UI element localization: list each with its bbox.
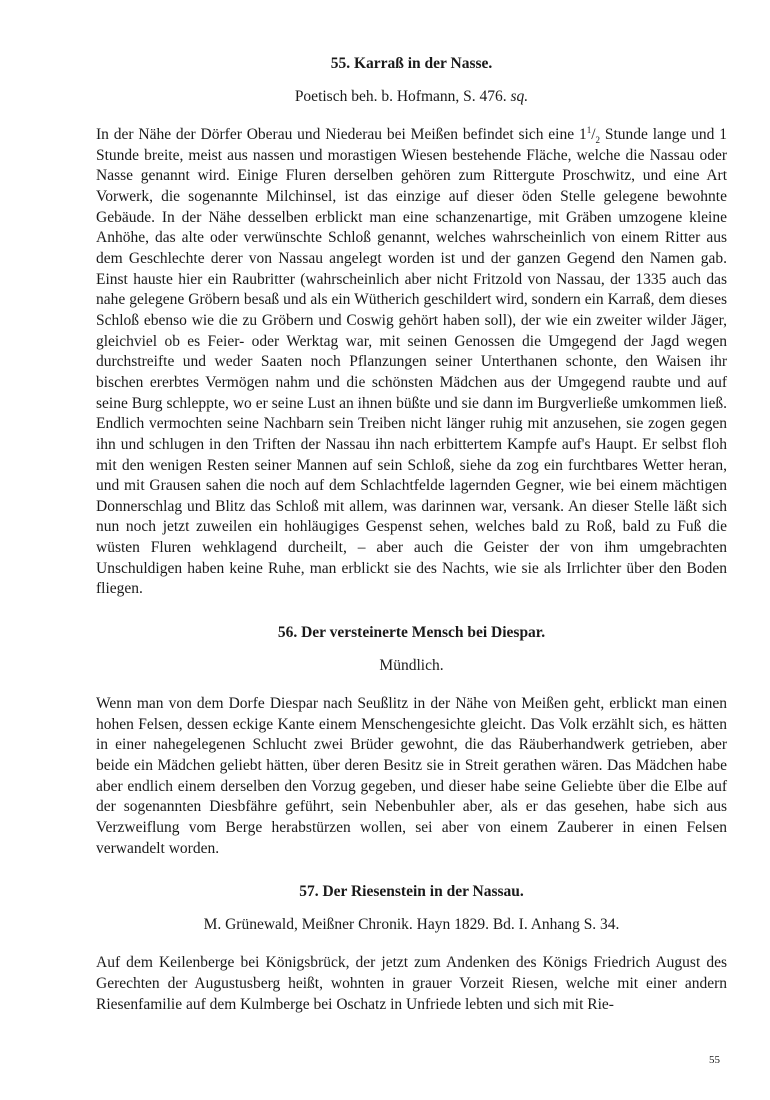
- section-source: Mündlich.: [379, 657, 444, 675]
- fraction-denominator: 2: [595, 135, 601, 146]
- source-text: Poetisch beh. b. Hofmann, S. 476.: [294, 88, 511, 105]
- section-body: Auf dem Keilenberge bei Königsbrück, der jetzt zum Andenken des Königs Friedrich August des Gerechten der Augustusberg heißt, wohnten in grauer Vorzeit Riesen, welche mit einer andern Riesenfamilie auf dem Kulmberge bei Oschatz in Unfriede lebten und sich mit Rie-: [96, 954, 727, 1013]
- fraction-numerator: 1: [586, 124, 592, 135]
- section-55: [96, 54, 727, 600]
- section-56: [96, 623, 727, 859]
- page-number: 55: [709, 1054, 720, 1066]
- body-text-rest: Stunde lange und 1 Stunde breite, meist aus nassen und morastigen Wiesen bestehende Fläche, welche die Nassau oder Nasse genannt wird. Einige Fluren derselben gehören zum Rittergute Proschwitz, und eine Art Vorwerk, die sogenannte Milchinsel, ist das einzige auf dieser öden Stelle gelegene bewohnte Gebäude. In der Nähe desselben erblickt man eine schanzenartige, mit Gräben umzogene kleine Anhöhe, das alte oder verwünschte Schloß genannt, welches wahrscheinlich von einem Ritter aus dem Geschlechte derer von Nassau angelegt worden ist und der ganzen Gegend den Namen gab. Einst hauste hier ein Raubritter (wahrscheinlich aber nicht Fritzold von Nassau, der 1335 auch das nahe gelegene Gröbern besaß und als ein Wütherich geschildert wird, sondern ein Karraß, dem dieses Schloß ebenso wie die zu Gröbern und Coswig gehört haben soll), der wie ein zweiter wilder Jäger, gleichviel ob es Feier- oder Werktag war, mit seinen Genossen die Umgegend der Jagd wegen durchstreifte und weder Saaten noch Pflanzungen seiner Unterthanen schonte, den Waisen ihr bischen ererbtes Vermögen nahm und die schönsten Mädchen aus der Umgegend raubte und auf seine Burg schleppte, wo er seine Lust an ihnen büßte und sie dann im Burgverließe umkommen ließ. Endlich vermochten seine Nachbarn sein Treiben nicht länger ruhig mit anzusehen, sie zogen gegen ihn und schlugen in den Triften der Nassau ihn nach erbittertem Kampfe auf's Haupt. Er selbst floh mit den wenigen Resten seiner Mannen auf sein Schloß, siehe da zog ein furchtbares Wetter heran, und mit Grausen sahen die noch auf dem Schlachtfelde lagernden Gegner, wie bei einem mächtigen Donnerschlag und Blitz das Schloß mit allem, was darinnen war, versank. An dieser Stelle läßt sich nun noch jetzt zuweilen ein hohläugiges Gespenst sehen, welches bald zu Roß, bald zu Fuß die wüsten Fluren wehklagend durcheilt, – aber auch die Geister der von ihm umgebrachten Unschuldigen haben keine Ruhe, man erblickt sie des Nachts, wie sie als Irrlichter über den Boden fliegen.: [96, 126, 727, 598]
- section-heading: 55. Karraß in der Nasse.: [330, 55, 493, 72]
- body-text-start: In der Nähe der Dörfer Oberau und Niederau bei Meißen befindet sich eine 1: [96, 126, 587, 143]
- section-57: [96, 882, 727, 1015]
- section-source: [96, 87, 727, 107]
- section-source: M. Grünewald, Meißner Chronik. Hayn 1829. Bd. I. Anhang S. 34.: [203, 916, 620, 934]
- section-heading: 57. Der Riesenstein in der Nassau.: [299, 883, 524, 901]
- page-content: [96, 54, 727, 1038]
- section-body: Wenn man von dem Dorfe Diespar nach Seußlitz in der Nähe von Meißen geht, erblickt man einen hohen Felsen, dessen eckige Kante einem Menschengesichte gleicht. Das Volk erzählt sich, es hätten in einer nahegelegenen Schlucht zwei Brüder gewohnt, die das Räuberhandwerk getrieben, aber beide ein Mädchen geliebt hätten, über deren Besitz sie in Streit gerathen wären. Das Mädchen habe aber endlich einem derselben den Vorzug gegeben, und dieser habe seine Geliebte über die Elbe auf der sogenannten Diesbfähre geführt, sein Nebenbuhler aber, als er das gesehen, habe sich aus Verzweiflung vom Berge herabstürzen wollen, sei aber von einem Zauberer in einen Felsen verwandelt worden.: [96, 695, 727, 857]
- source-italic: sq.: [510, 88, 529, 105]
- section-heading: 56. Der versteinerte Mensch bei Diespar.: [277, 624, 546, 642]
- section-body: In der Nähe der Dörfer Oberau und Niederau bei Meißen befindet sich eine $1^1/_2$ Stunde lange und 1 Stunde breite, meist aus nassen und morastigen Wiesen bestehende Fläche, welche die Nassau oder Nasse genannt wird. Einige Fluren derselben gehören zum Rittergute Proschwitz, und eine Art Vorwerk, die sogenannte Milchinsel, ist das einzige auf dieser öden Stelle gelegene bewohnte Gebäude. In der Nähe desselben erblickt man eine schanzenartige, mit Gräben umzogene kleine Anhöhe, das alte oder verwünschte Schloß genannt, welches wahrscheinlich von einem Ritter aus dem Geschlechte derer von Nassau angelegt worden ist und der ganzen Gegend den Namen gab. Einst hauste hier ein Raubritter (wahrscheinlich aber nicht Fritzold von Nassau, der 1335 auch das nahe gelegene Gröbern besaß und als ein Wütherich geschildert wird, sondern ein Karraß, dem dieses Schloß ebenso wie die zu Gröbern und Coswig gehört haben soll), der wie ein zweiter wilder Jäger, gleichviel ob es Feier- oder Werktag war, mit seinen Genossen die Umgegend der Jagd wegen durchstreifte und weder Saaten noch Pflanzungen seiner Unterthanen schonte, den Waisen ihr bischen ererbtes Vermögen nahm und die schönsten Mädchen aus der Umgegend raubte und auf seine Burg schleppte, wo er seine Lust an ihnen büßte und sie dann im Burgverließe umkommen ließ. Endlich vermochten seine Nachbarn sein Treiben nicht länger ruhig mit anzusehen, sie zogen gegen ihn und schlugen in den Triften der Nassau ihn nach erbittertem Kampfe auf's Haupt. Er selbst floh mit den wenigen Resten seiner Mannen auf sein Schloß, siehe da zog ein furchtbares Wetter heran, und mit Grausen sahen die noch auf dem Schlachtfelde lagernden Gegner, wie bei einem mächtigen Donnerschlag und Blitz das Schloß mit allem, was darinnen war, versank. An dieser Stelle läßt sich nun noch jetzt zuweilen ein hohläugiges Gespenst sehen, welches bald zu Roß, bald zu Fuß die wüsten Fluren wehklagend durcheilt, – aber auch die Geister der von ihm umgebrachten Unschuldigen haben keine Ruhe, man erblickt sie des Nachts, wie sie als Irrlichter über den Boden fliegen.: [96, 124, 727, 598]
